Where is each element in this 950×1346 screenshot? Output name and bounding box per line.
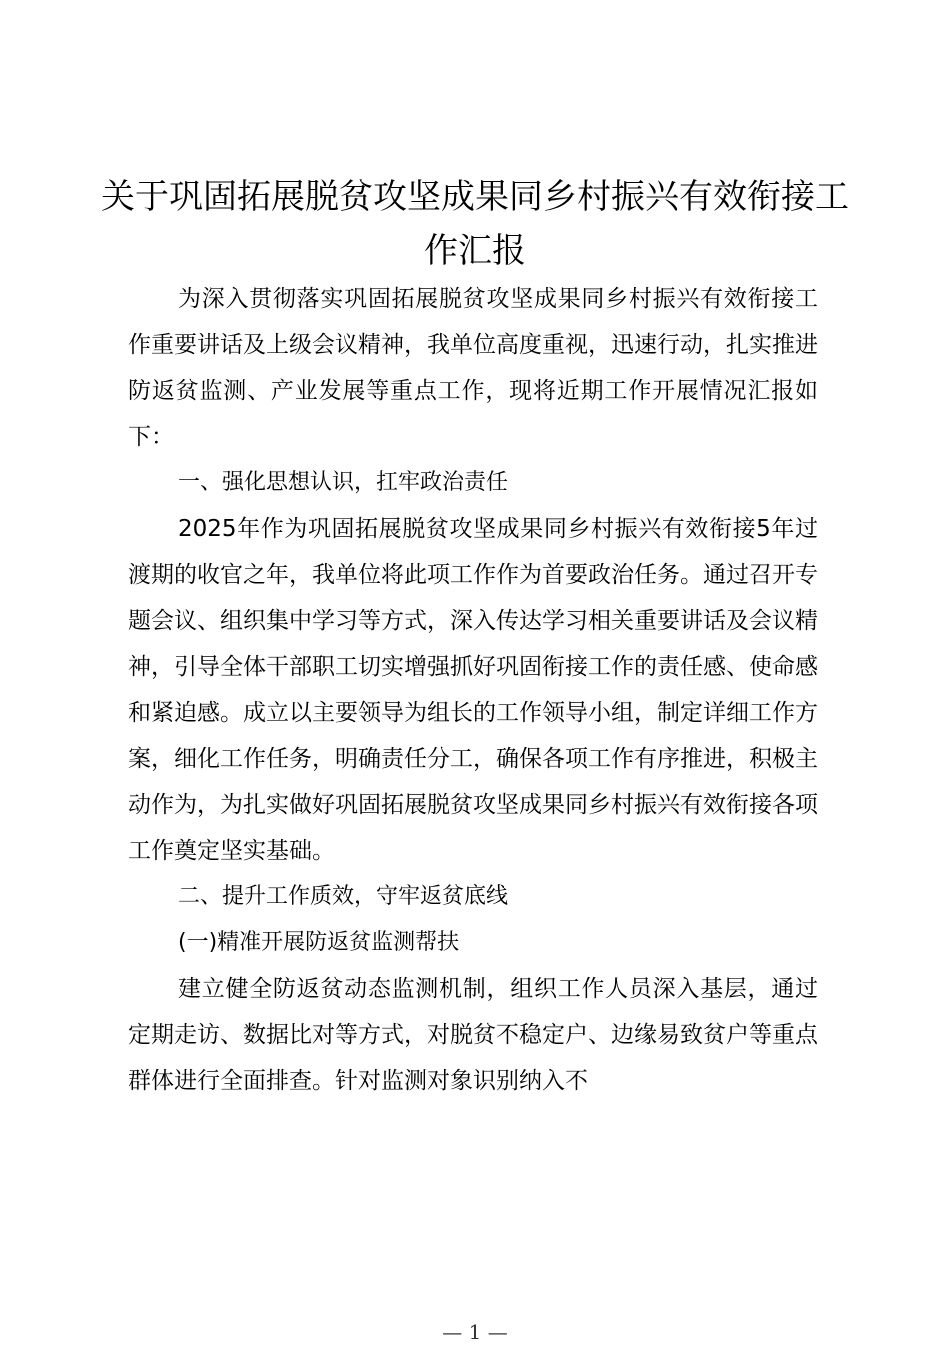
page-number: — 1 — [442,1320,508,1344]
section-1-paragraph: 2025年作为巩固拓展脱贫攻坚成果同乡村振兴有效衔接5年过渡期的收官之年，我单位将此项工作作为首要政治任务。通过召开专题会议、组织集中学习等方式，深入传达学习相关重要讲话及会议精神，引导全体干部职工切实增强抓好巩固衔接工作的责任感、使命感和紧迫感。成立以主要领导为组长的工作领导小组，制定详细工作方案，细化工作任务，明确责任分工，确保各项工作有序推进，积极主动作为，为扎实做好巩固拓展脱贫攻坚成果同乡村振兴有效衔接各项工作奠定坚实基础。 [128,516,818,864]
subsection-1-paragraph: 建立健全防返贫动态监测机制，组织工作人员深入基层，通过定期走访、数据比对等方式，对脱贫不稳定户、边缘易致贫户等重点群体进行全面排查。针对监测对象识别纳入不 [128,976,818,1094]
intro-paragraph: 为深入贯彻落实巩固拓展脱贫攻坚成果同乡村振兴有效衔接工作重要讲话及上级会议精神，我单位高度重视，迅速行动，扎实推进防返贫监测、产业发展等重点工作，现将近期工作开展情况汇报如下： [128,286,818,450]
section-heading-1: 一、强化思想认识，扛牢政治责任 [178,470,509,495]
subsection-heading-1: (一)精准开展防返贫监测帮扶 [178,930,460,955]
section-heading-2: 二、提升工作质效，守牢返贫底线 [178,884,509,909]
document-title: 关于巩固拓展脱贫攻坚成果同乡村振兴有效衔接工作汇报 [101,177,849,271]
document-body [128,276,818,1104]
